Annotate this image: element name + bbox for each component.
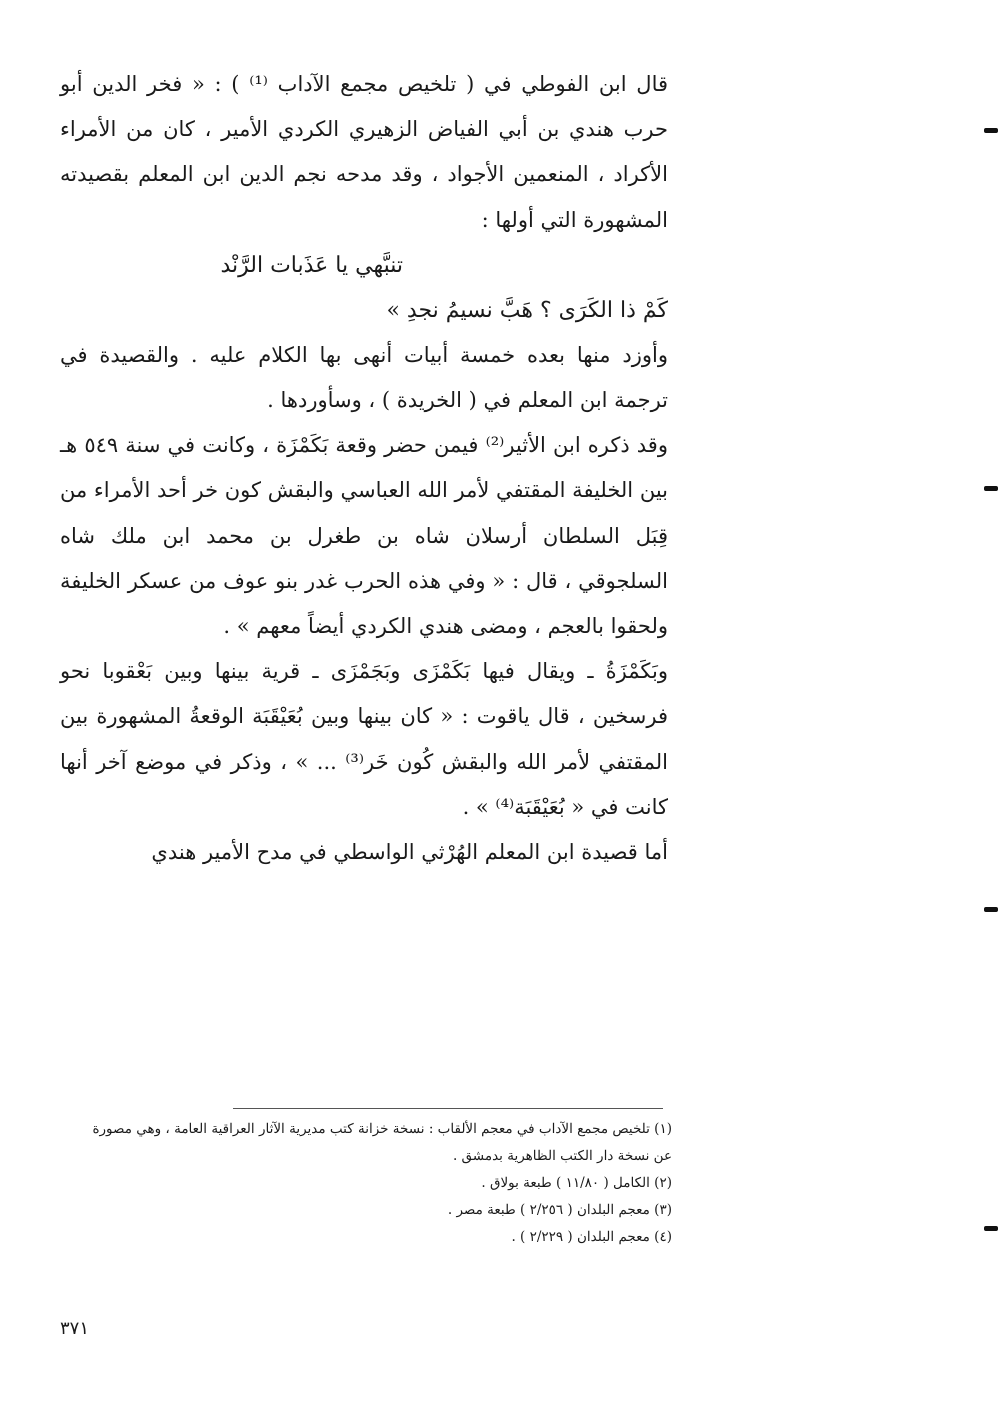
paragraph-5: أما قصيدة ابن المعلم الهُرْثي الواسطي في مدح الأمير هندي (151, 840, 668, 865)
main-text (60, 62, 668, 875)
footnote-3: (٣) معجم البلدان ( ٢/٢٥٦ ) طبعة مصر . (447, 1202, 672, 1218)
paragraph-1: قال ابن الفوطي في ( تلخيص مجمع الآداب ⁽¹⁾ ) : « فخر الدين أبو حرب هندي بن أبي الفياض الزهيري الكردي الأمير ، كان من الأمراء الأكراد ، المنعمين الأجواد ، وقد مدحه نجم الدين ابن المعلم بقصيدته المشهورة التي أولها : (60, 72, 668, 232)
edge-mark (984, 1226, 998, 1231)
footnote-1: (١) تلخيص مجمع الآداب في معجم الألقاب : نسخة خزانة كتب مديرية الآثار العراقية العامة ، وهي مصورة عن نسخة دار الكتب الظاهرية بدمشق . (92, 1121, 672, 1164)
page-number: ٣٧١ (60, 1318, 90, 1339)
footnotes (72, 1116, 672, 1251)
footnote-2: (٢) الكامل ( ١١/٨٠ ) طبعة بولاق . (481, 1175, 672, 1191)
poem-verse (60, 243, 668, 333)
poem-hemistich-2: كَمْ ذا الكَرَى ؟ هَبَّ نسيمُ نجدِ » (386, 297, 668, 323)
edge-mark (984, 907, 998, 912)
poem-hemistich-1: تنبَّهي يا عَذَبات الرَّنْد (220, 252, 403, 278)
footnote-divider (233, 1108, 663, 1109)
paragraph-2: وأوزد منها بعده خمسة أبيات أنهى بها الكلام عليه . والقصيدة في ترجمة ابن المعلم في ( الخريدة ) ، وسأوردها . (60, 342, 668, 413)
footnote-4: (٤) معجم البلدان ( ٢/٢٢٩ ) . (511, 1229, 672, 1245)
edge-mark (984, 128, 998, 133)
edge-mark (984, 486, 998, 491)
paragraph-4: وبَكَمْزَةُ ـ ويقال فيها بَكَمْزَى وبَجَمْزَى ـ قرية بينها وبين بَعْقوبا نحو فرسخين ، قال ياقوت : « كان بينها وبين بُعَيْقَبَة الوقعةُ المشهورة بين المقتفي لأمر الله والبقش كُون خَر⁽³⁾ ... » ، وذكر في موضع آخر أنها كانت في « بُعَيْقَبَة⁽⁴⁾ » . (60, 659, 668, 819)
paragraph-3: وقد ذكره ابن الأثير⁽²⁾ فيمن حضر وقعة بَكَمْزَة ، وكانت في سنة ٥٤٩ هـ بين الخليفة المقتفي لأمر الله العباسي والبقش كون خر أحد الأمراء من قِبَل السلطان أرسلان شاه بن طغرل بن محمد ابن ملك شاه السلجوقي ، قال : « وفي هذه الحرب غدر بنو عوف من عسكر الخليفة ولحقوا بالعجم ، ومضى هندي الكردي أيضاً معهم » . (60, 433, 668, 639)
